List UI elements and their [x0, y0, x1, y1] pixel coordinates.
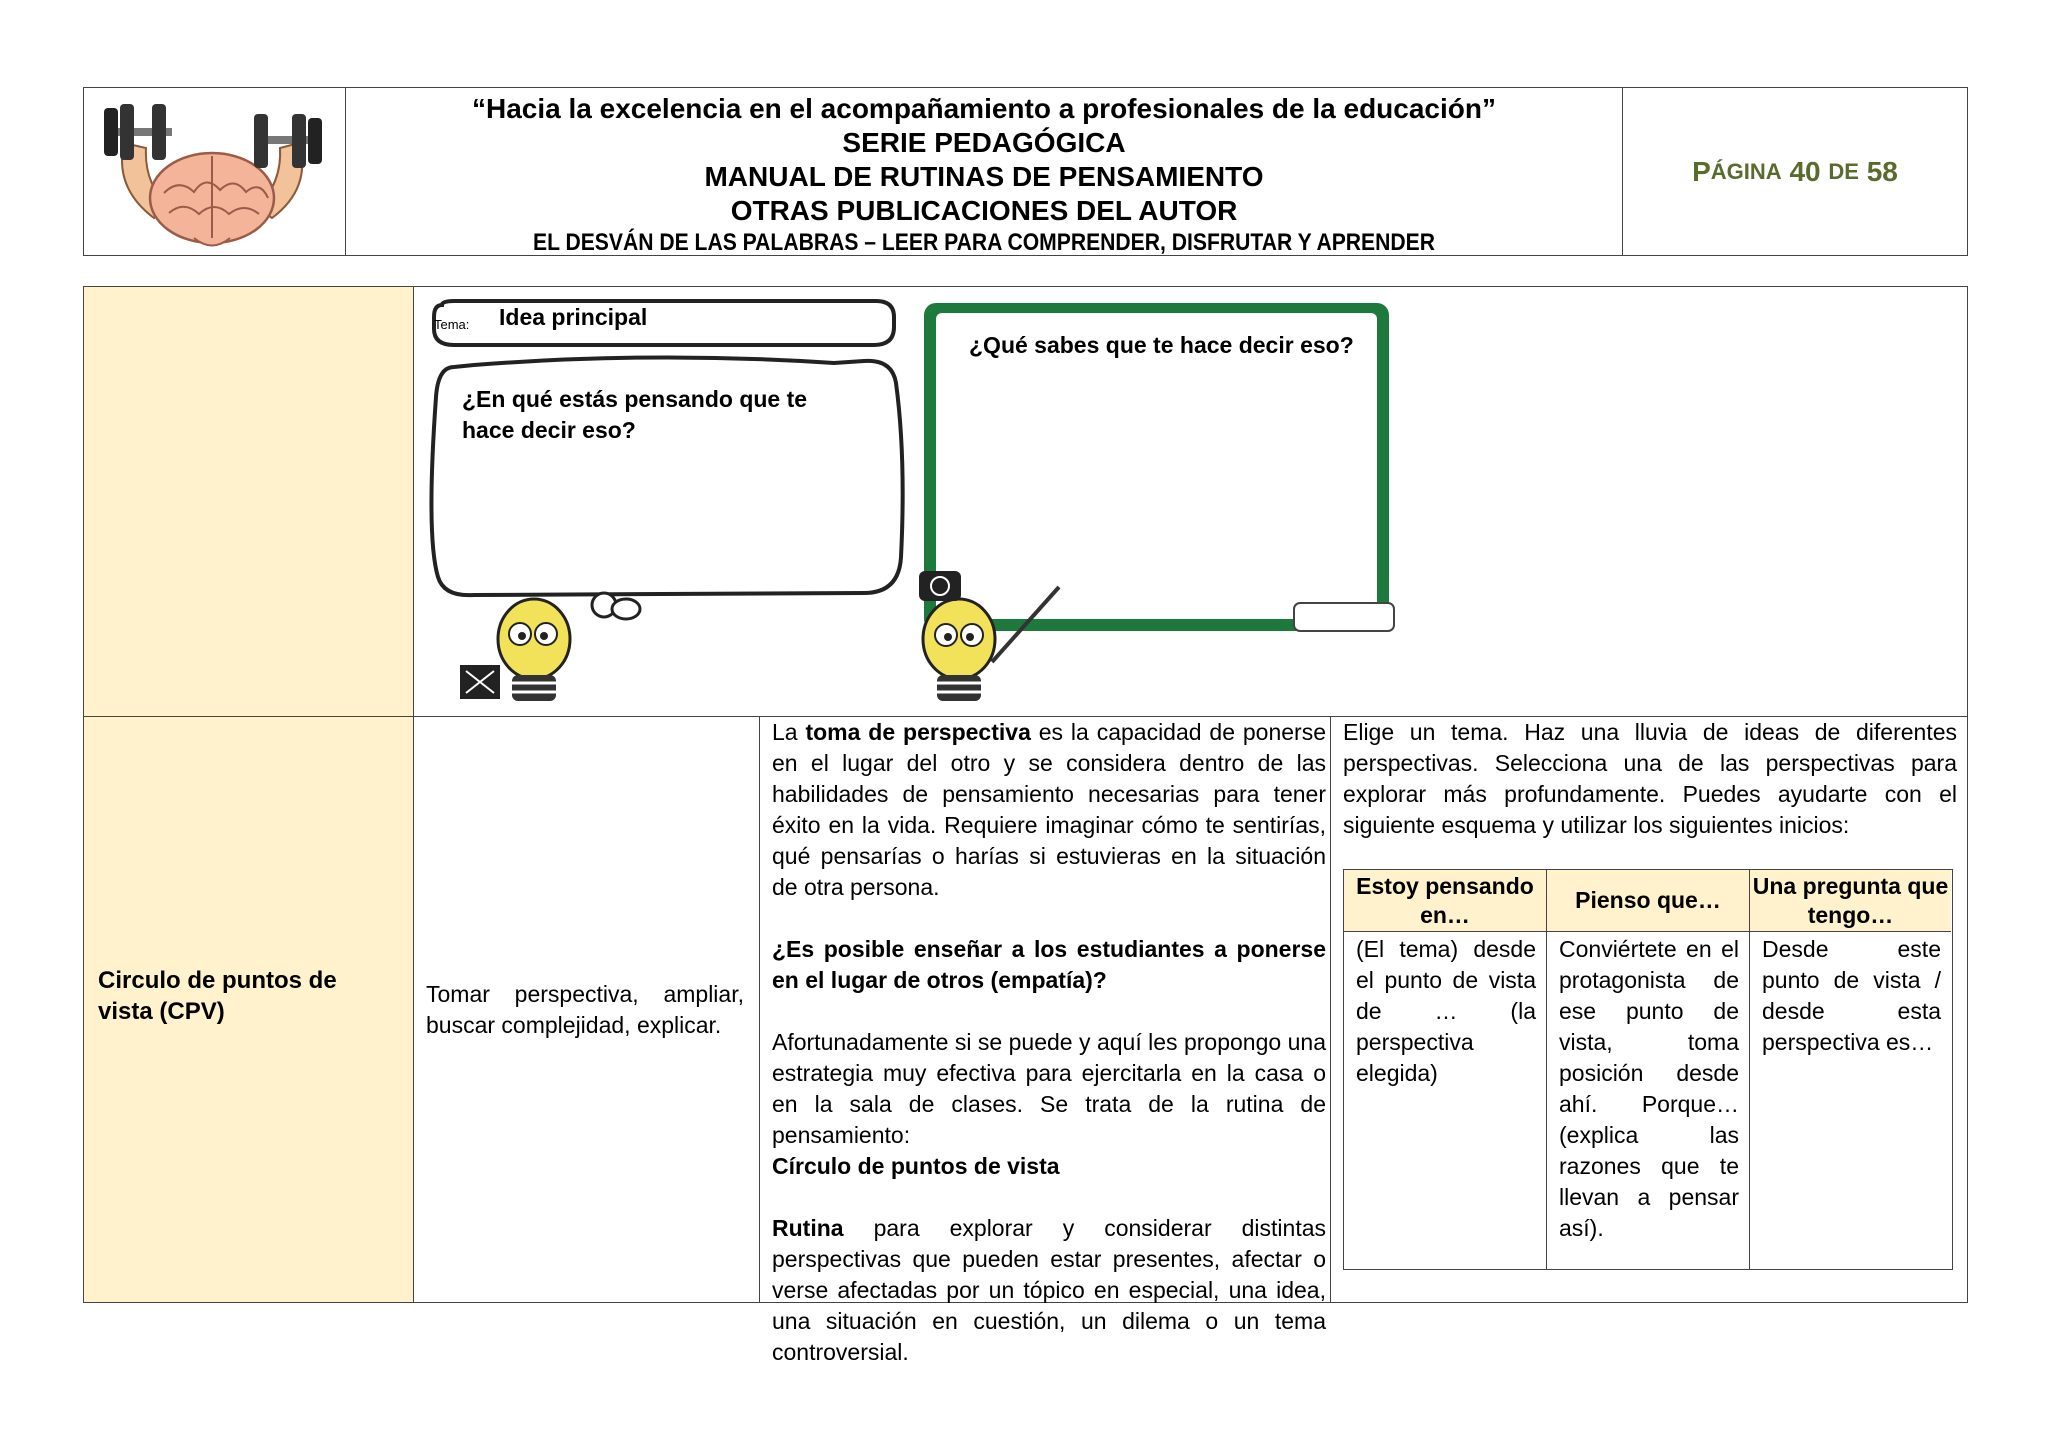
template-cell-3: Desde este punto de vista / desde esta perspectiva es…: [1762, 936, 1941, 1055]
description-paragraph-4: Rutina para explorar y considerar distintas perspectivas que pueden estar presentes, afectar o verse afectadas por un tópico en especial, una idea, una situación en cuestión, un dilema o un tema controversial.: [772, 1215, 1326, 1365]
template-header-1: Estoy pensando en…: [1344, 870, 1547, 932]
routine-description-cell: [760, 717, 1331, 1365]
description-paragraph-3: Afortunadamente si se puede y aquí les propongo una estrategia muy efectiva para ejercitarla en la casa o en la sala de clases. Se trata de la rutina de pensamiento: Círculo de puntos de vista: [772, 1029, 1326, 1179]
page-header: [83, 87, 1968, 256]
page-of-label: DE: [1828, 158, 1859, 184]
thought-bubble-question: ¿En qué estás pensando que te hace decir eso?: [462, 386, 808, 443]
page-label-initial: P: [1692, 155, 1711, 187]
routine-name: Circulo de puntos de vista (CPV): [98, 967, 337, 1025]
header-book-title: EL DESVÁN DE LAS PALABRAS – LEER PARA COMPRENDER, DISFRUTAR Y APRENDER: [532, 229, 1435, 256]
thinking-character: [460, 599, 570, 701]
routine-traits-cell: [414, 717, 760, 1302]
brain-dumbbell-logo: [84, 88, 346, 255]
header-manual-title: MANUAL DE RUTINAS DE PENSAMIENTO: [704, 161, 1264, 192]
board-question: ¿Qué sabes que te hace decir eso?: [969, 332, 1354, 358]
header-titles: [346, 88, 1623, 255]
header-series: SERIE PEDAGÓGICA: [842, 127, 1126, 158]
routine-description: [772, 717, 1326, 1399]
description-question: ¿Es posible enseñar a los estudiantes a ponerse en el lugar de otros (empatía)?: [772, 936, 1326, 993]
template-header-3: Una pregunta que tengo…: [1750, 870, 1951, 932]
brain-lifting-icon: [84, 88, 342, 254]
page-label-rest: ÁGINA: [1710, 158, 1782, 184]
routine-traits: Tomar perspectiva, ampliar, buscar complejidad, explicar.: [426, 981, 744, 1038]
tema-label: Tema:: [434, 317, 470, 332]
page-number: [1623, 88, 1967, 255]
routines-table: [83, 286, 1968, 1365]
routine-name-cell-empty: [84, 287, 414, 716]
tema-value: Idea principal: [499, 304, 648, 330]
table-row-routine: [84, 717, 1967, 1365]
description-paragraph-1: La toma de perspectiva es la capacidad de ponerse en el lugar del otro y se considera dentro de las habilidades de pensamiento necesarias para tener éxito en la vida. Requiere imaginar cómo te sentirías, qué pensarías o harías si estuvieras en la situación de otra persona.: [772, 719, 1327, 900]
page-current: 40: [1789, 155, 1821, 187]
page-total: 58: [1866, 155, 1898, 187]
header-other-publications: OTRAS PUBLICACIONES DEL AUTOR: [730, 195, 1238, 226]
table-row-illustration: [84, 287, 1967, 717]
header-motto: “Hacia la excelencia en el acompañamiento a profesionales de la educación”: [472, 93, 1496, 124]
template-cell-2: Conviértete en el protagonista de ese punto de vista, toma posición desde ahí. Porque… (explica las razones que te llevan a pensar así).: [1547, 932, 1750, 1269]
perspective-template-table: [1343, 869, 1953, 1270]
template-header-2: Pienso que…: [1547, 870, 1750, 932]
routine-instructions-cell: [1331, 717, 1967, 1302]
routine-name-cell: [84, 717, 414, 1302]
thinking-routine-illustration: [414, 287, 1969, 717]
template-cell-1: (El tema) desde el punto de vista de … (la perspectiva elegida): [1344, 932, 1547, 1269]
routine-instructions: Elige un tema. Haz una lluvia de ideas de diferentes perspectivas. Selecciona una de las perspectivas para explorar más profundamente. Puedes ayudarte con el siguiente esquema y utilizar los siguientes inicios:: [1343, 719, 1957, 838]
